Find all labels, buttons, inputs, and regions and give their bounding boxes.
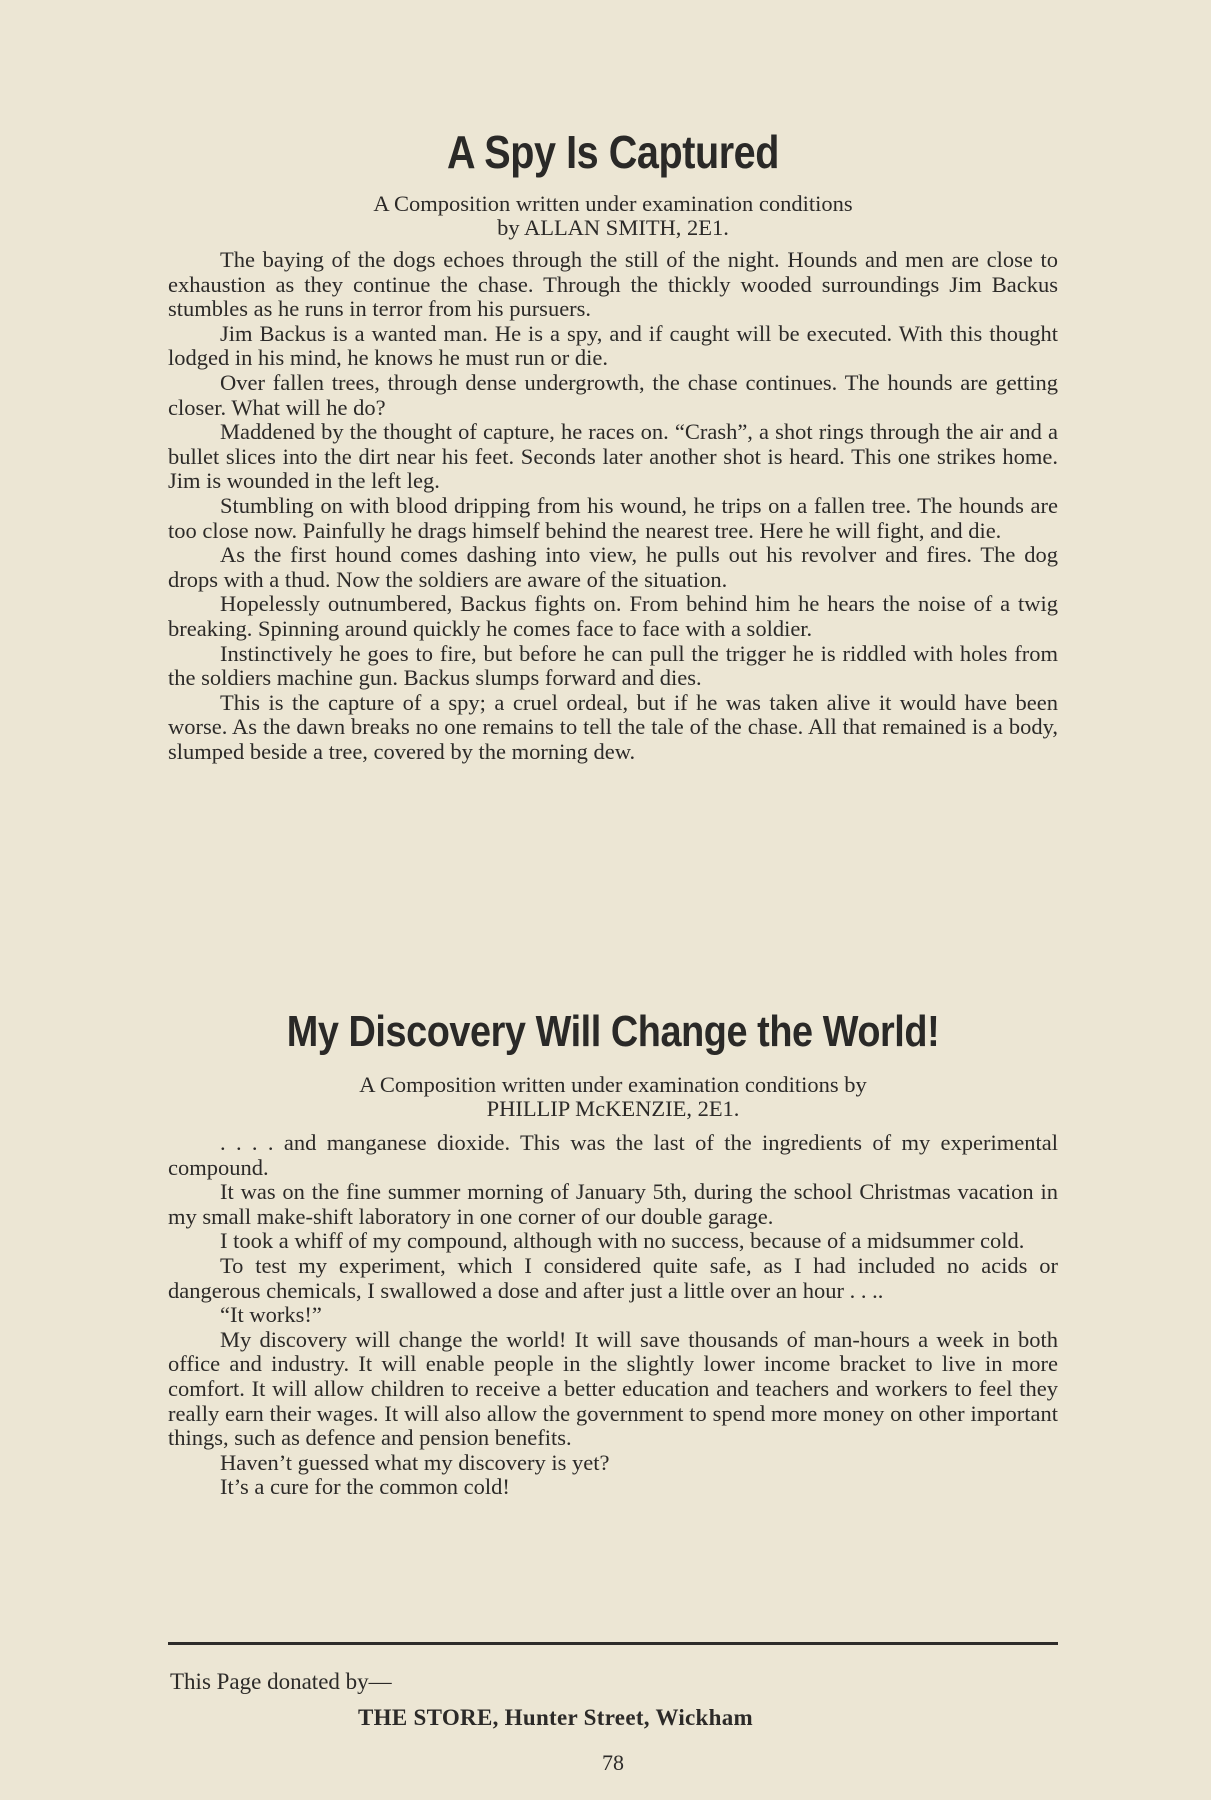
- page-number: 78: [602, 1750, 624, 1775]
- byline-line: A Composition written under examination conditions: [373, 191, 853, 216]
- story-body-my-discovery: [168, 1131, 1058, 1500]
- paragraph: The baying of the dogs echoes through the still of the night. Hounds and men are close to exhaustion as they continue the chase. Through the thickly wooded surroundings Jim Backus stumbles as he runs in terror from his pursuers.: [168, 247, 1058, 322]
- paragraph: Jim Backus is a wanted man. He is a spy, and if caught will be executed. With this thought lodged in his mind, he knows he must run or die.: [168, 320, 1058, 371]
- paragraph: Hopelessly outnumbered, Backus fights on. From behind him he hears the noise of a twig breaking. Spinning around quickly he comes face to face with a soldier.: [168, 591, 1058, 641]
- paragraph: It was on the fine summer morning of January 5th, during the school Christmas vacation in my small make-shift laboratory in one corner of our double garage.: [168, 1179, 1058, 1229]
- donor-name: THE STORE, Hunter Street, Wickham: [358, 1705, 753, 1730]
- paragraph: Haven’t guessed what my discovery is yet?: [220, 1449, 610, 1475]
- paragraph: I took a whiff of my compound, although with no success, because of a midsummer cold.: [220, 1228, 1025, 1254]
- paragraph: Instinctively he goes to fire, but before he can pull the trigger he is riddled with holes from the soldiers machine gun. Backus slumps forward and dies.: [168, 640, 1058, 691]
- paragraph: This is the capture of a spy; a cruel ordeal, but if he was taken alive it would have been worse. As the dawn breaks no one remains to tell the tale of the chase. All that remained is a body, slumped beside a tree, covered by the morning dew.: [168, 689, 1058, 764]
- story-title-my-discovery: My Discovery Will Change the World!: [286, 1007, 940, 1056]
- document-page: [168, 0, 1058, 1800]
- paragraph: Over fallen trees, through dense undergrowth, the chase continues. The hounds are getting closer. What will he do?: [168, 369, 1058, 420]
- paragraph: My discovery will change the world! It will save thousands of man-hours a week in both office and industry. It will enable people in the slightly lower income bracket to live in more comfort. It will allow children to receive a better education and teachers and workers to feel they really earn their wages. It will also allow the government to spend more money on other important things, such as defence and pension benefits.: [168, 1326, 1058, 1451]
- paragraph: As the first hound comes dashing into view, he pulls out his revolver and fires. The dog drops with a thud. Now the soldiers are aware of the situation.: [168, 542, 1058, 592]
- paragraph: Stumbling on with blood dripping from his wound, he trips on a fallen tree. The hounds are too close now. Painfully he drags himself behind the nearest tree. Here he will fight, and die.: [168, 492, 1058, 543]
- byline-line: A Composition written under examination conditions by: [359, 1072, 867, 1097]
- donated-by-label: This Page donated by—: [170, 1669, 392, 1694]
- footer-divider: [168, 1642, 1058, 1645]
- story-byline-allan-smith: [168, 192, 1058, 240]
- story-byline-phillip-mckenzie: [168, 1073, 1058, 1121]
- paragraph: It’s a cure for the common cold!: [220, 1474, 510, 1500]
- paragraph: Maddened by the thought of capture, he races on. “Crash”, a shot rings through the air and a bullet slices into the dirt near his feet. Seconds later another shot is heard. This one strikes home. Jim is wounded in the left leg.: [168, 419, 1058, 494]
- byline-author: by ALLAN SMITH, 2E1.: [497, 215, 729, 240]
- paragraph: . . . . and manganese dioxide. This was the last of the ingredients of my experimental compound.: [168, 1130, 1058, 1180]
- story-title-spy-captured: A Spy Is Captured: [447, 126, 779, 178]
- paragraph: “It works!”: [220, 1302, 322, 1328]
- story-body-spy-captured: [168, 248, 1058, 764]
- byline-author: PHILLIP McKENZIE, 2E1.: [486, 1096, 740, 1121]
- paragraph: To test my experiment, which I considered quite safe, as I had included no acids or dangerous chemicals, I swallowed a dose and after just a little over an hour . . ..: [168, 1252, 1058, 1303]
